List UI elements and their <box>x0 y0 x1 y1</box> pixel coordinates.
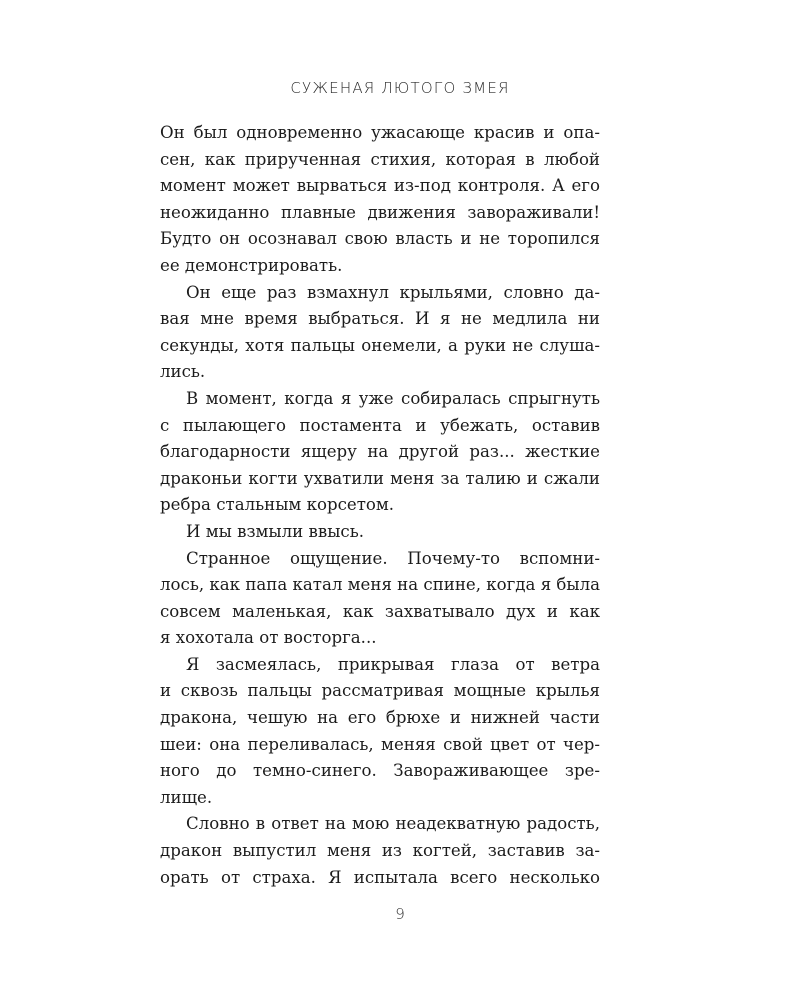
text-line: Он был одновременно ужасающе красив и опа- <box>160 123 600 142</box>
text-line: сен, как прирученная стихия, которая в любой <box>160 149 600 169</box>
text-line: шеи: она переливалась, меняя свой цвет от чер- <box>160 734 600 754</box>
paragraph <box>160 280 600 386</box>
body-text <box>160 120 600 891</box>
page-number: 9 <box>395 905 405 923</box>
paragraph <box>160 652 600 812</box>
text-line: В момент, когда я уже собиралась спрыгнуть <box>186 388 600 408</box>
text-line: И мы взмыли ввысь. <box>186 521 365 541</box>
text-line: благодарности ящеру на другой раз... жесткие <box>160 442 600 462</box>
text-line: с пылающего постамента и убежать, оставив <box>160 415 600 435</box>
text-line: Будто он осознавал свою власть и не торопился <box>160 229 600 249</box>
text-line: ребра стальным корсетом. <box>160 495 395 515</box>
paragraph <box>160 519 600 546</box>
text-line: Он еще раз взмахнул крыльями, словно да- <box>186 282 600 302</box>
text-line: орать от страха. Я испытала всего несколько <box>160 867 600 887</box>
paragraph <box>160 386 600 519</box>
paragraph <box>160 120 600 280</box>
text-line: дракон выпустил меня из когтей, заставив за- <box>160 841 600 861</box>
text-line: лище. <box>160 787 213 807</box>
paragraph <box>160 811 600 891</box>
text-line: ного до темно-синего. Завораживающее зре- <box>160 761 600 781</box>
text-line: Словно в ответ на мою неадекватную радость, <box>186 814 600 834</box>
running-head: СУЖЕНАЯ ЛЮТОГО ЗМЕЯ <box>290 79 510 97</box>
text-line: и сквозь пальцы рассматривая мощные крылья <box>160 681 600 701</box>
text-line: дракона, чешую на его брюхе и нижней части <box>160 708 600 728</box>
text-line: неожиданно плавные движения завораживали! <box>160 202 600 222</box>
text-line: совсем маленькая, как захватывало дух и как <box>160 601 600 621</box>
paragraph <box>160 546 600 652</box>
text-line: Странное ощущение. Почему-то вспомни- <box>186 548 600 568</box>
text-line: момент может вырваться из-под контроля. А его <box>160 176 600 196</box>
text-line: ее демонстрировать. <box>160 255 343 275</box>
text-line: лись. <box>160 362 206 382</box>
text-line: я хохотала от восторга... <box>160 628 377 648</box>
text-line: Я засмеялась, прикрывая глаза от ветра <box>186 654 600 674</box>
text-line: вая мне время выбраться. И я не медлила ни <box>160 309 600 329</box>
text-line: секунды, хотя пальцы онемели, а руки не слуша- <box>160 335 600 355</box>
text-line: драконьи когти ухватили меня за талию и сжали <box>160 468 600 488</box>
text-line: лось, как папа катал меня на спине, когда я была <box>160 575 601 595</box>
